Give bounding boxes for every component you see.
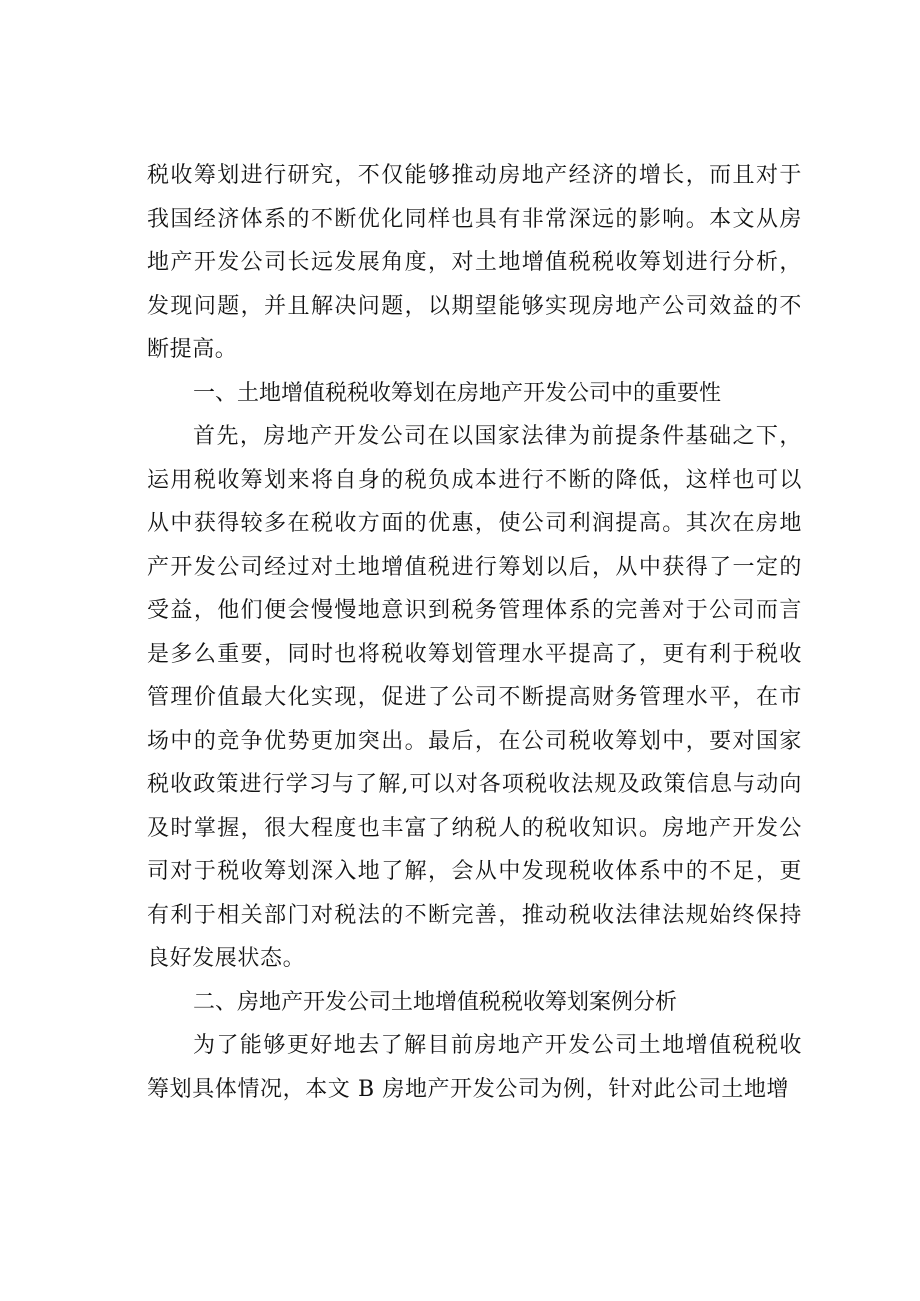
section-heading-2: 二、房地产开发公司土地增值税税收筹划案例分析 (193, 989, 678, 1015)
body-paragraph-continued: 税收筹划进行研究，不仅能够推动房地产经济的增长，而且对于我国经济体系的不断优化同样也具有非常深远的影响。本文从房地产开发公司长远发展角度，对土地增值税税收筹划进行分析，发现问题，并且解决问题，以期望能够实现房地产公司效益的不断提高。 (147, 163, 802, 362)
body-paragraph-importance: 首先，房地产开发公司在以国家法律为前提条件基础之下，运用税收筹划来将自身的税负成本进行不断的降低，这样也可以从中获得较多在税收方面的优惠，使公司利润提高。其次在房地产开发公司经过对土地增值税进行筹划以后，从中获得了一定的受益，他们便会慢慢地意识到税务管理体系的完善对于公司而言是多么重要，同时也将税收筹划管理水平提高了，更有利于税收管理价值最大化实现，促进了公司不断提高财务管理水平，在市场中的竞争优势更加突出。最后，在公司税收筹划中，要对国家税收政策进行学习与了解,可以对各项税收法规及政策信息与动向及时掌握，很大程度也丰富了纳税人的税收知识。房地产开发公司对于税收筹划深入地了解，会从中发现税收体系中的不足，更有利于相关部门对税法的不断完善，推动税收法律法规始终保持良好发展状态。 (147, 424, 802, 971)
document-body (147, 154, 802, 1111)
section-heading-1: 一、土地增值税税收筹划在房地产开发公司中的重要性 (193, 380, 722, 406)
body-paragraph-case-intro: 为了能够更好地去了解目前房地产开发公司土地增值税税收筹划具体情况，本文 B 房地产开发公司为例，针对此公司土地增 (147, 1033, 802, 1102)
